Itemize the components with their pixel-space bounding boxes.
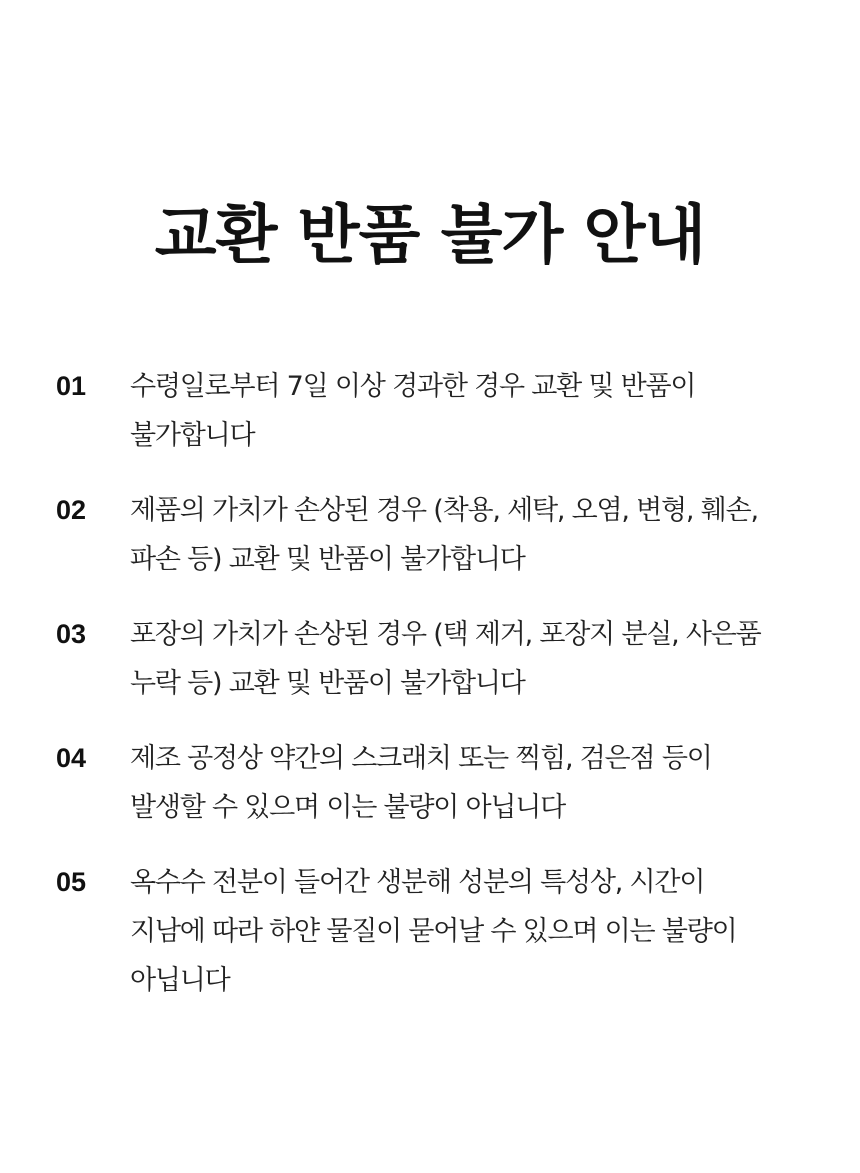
notice-number: 04 <box>56 743 87 773</box>
notice-text: 포장의 가치가 손상된 경우 (택 제거, 포장지 분실, 사은품 누락 등) 교환 및 반품이 불가합니다 <box>130 619 761 699</box>
page-title: 교환 반품 불가 안내 <box>154 199 706 273</box>
notice-text: 제조 공정상 약간의 스크래치 또는 찍힘, 검은점 등이 발생할 수 있으며 이는 불량이 아닙니다 <box>130 743 712 823</box>
notice-text: 제품의 가치가 손상된 경우 (착용, 세탁, 오염, 변형, 훼손, 파손 등) 교환 및 반품이 불가합니다 <box>130 495 758 575</box>
notice-number: 02 <box>56 495 87 525</box>
notice-number: 05 <box>56 867 87 897</box>
notice-item-01 <box>0 362 860 460</box>
notice-number: 01 <box>56 371 87 401</box>
notice-list <box>0 362 860 1031</box>
notice-item-04 <box>0 734 860 832</box>
notice-text: 옥수수 전분이 들어간 생분해 성분의 특성상, 시간이 지남에 따라 하얀 물질이 묻어날 수 있으며 이는 불량이 아닙니다 <box>130 867 737 996</box>
notice-item-05 <box>0 858 860 1005</box>
notice-number: 03 <box>56 619 87 649</box>
notice-text: 수령일로부터 7일 이상 경과한 경우 교환 및 반품이 불가합니다 <box>130 371 696 451</box>
notice-item-03 <box>0 610 860 708</box>
notice-item-02 <box>0 486 860 584</box>
